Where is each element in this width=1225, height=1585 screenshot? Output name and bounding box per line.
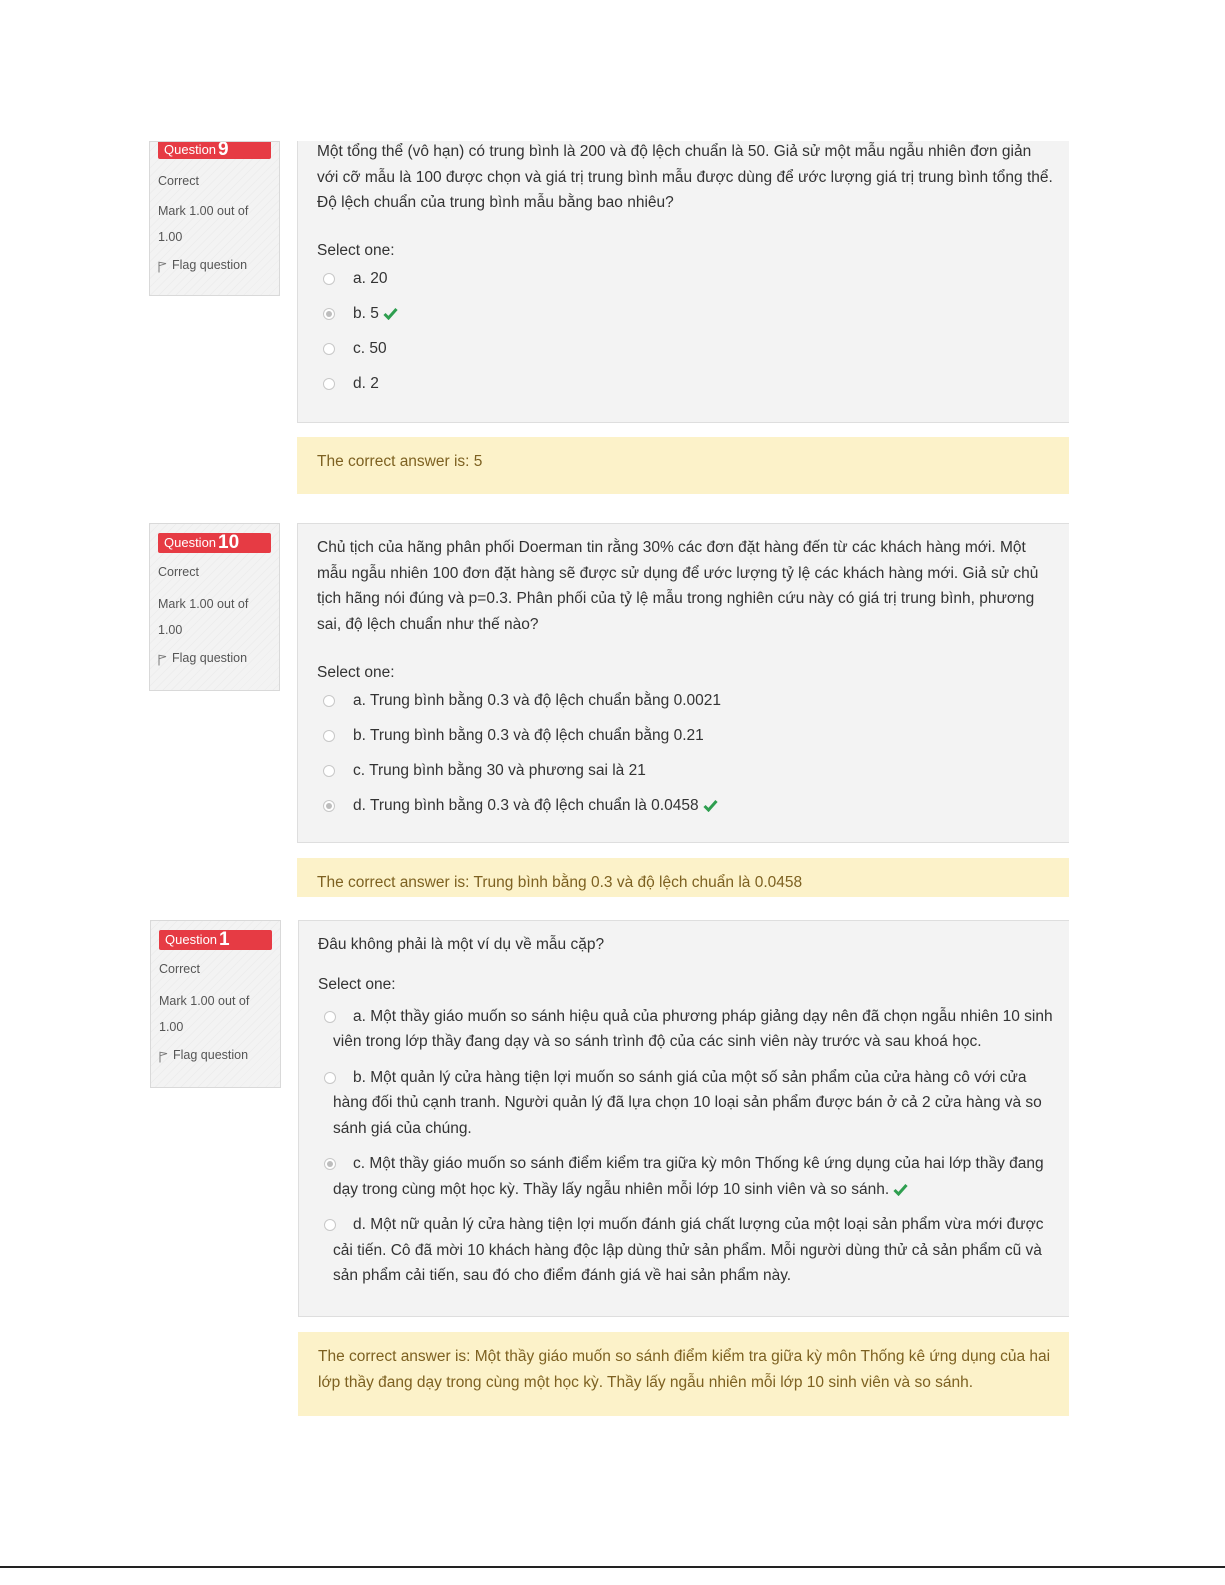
radio-button[interactable] bbox=[323, 343, 335, 355]
flag-question-label: Flag question bbox=[172, 651, 248, 665]
answer-label: c. 50 bbox=[353, 339, 387, 357]
question-text: Chủ tịch của hãng phân phối Doerman tin rằng 30% các đơn đặt hàng đến từ các khách hàng mới. Một mẫu ngẫu nhiên 100 đơn đặt hàng sẽ được sử dụng để ước lượng tỷ lệ các khách hàng mới. Giả sử chủ tịch hãng nói đúng và p=0.3. Phân phối của tỷ lệ mẫu trong nghiên cứu này có giá trị trung bình, phương sai, độ lệch chuẩn như thế nào? bbox=[317, 539, 1039, 633]
answer-label: b. Một quản lý cửa hàng tiện lợi muốn so sánh giá của một số sản phẩm của cửa hàng cô với cửa hàng đối thủ cạnh tranh. Người quản lý đã lựa chọn 10 loại sản phẩm được bán ở cả 2 cửa hàng và so sánh giá của chúng. bbox=[333, 1068, 1042, 1137]
radio-button-selected[interactable] bbox=[323, 308, 335, 320]
flag-icon bbox=[158, 654, 167, 666]
radio-button-selected[interactable] bbox=[324, 1158, 336, 1170]
question-grade: Mark 1.00 out of 1.00 bbox=[159, 994, 250, 1034]
flag-question-link[interactable] bbox=[158, 257, 271, 273]
answer-label: a. 20 bbox=[353, 269, 388, 287]
flag-icon bbox=[159, 1051, 168, 1063]
correct-answer-feedback-1 bbox=[298, 1332, 1069, 1416]
radio-button[interactable] bbox=[324, 1011, 336, 1023]
question-content-9 bbox=[297, 141, 1069, 423]
question-label: Question bbox=[165, 932, 218, 947]
answer-option-c[interactable] bbox=[317, 758, 1055, 793]
answer-option-c[interactable] bbox=[317, 336, 1055, 371]
feedback-text: The correct answer is: Trung bình bằng 0.3 và độ lệch chuẩn là 0.0458 bbox=[317, 874, 803, 891]
feedback-text: The correct answer is: 5 bbox=[317, 453, 483, 470]
answer-list bbox=[318, 1004, 1055, 1289]
answer-label-with-check bbox=[333, 1151, 1055, 1202]
flag-question-link[interactable] bbox=[158, 650, 271, 666]
feedback-text: The correct answer is: Một thầy giáo muốn so sánh điểm kiểm tra giữa kỳ môn Thống kê ứng dụng của hai lớp thầy đang dạy trong cùng một học kỳ. Thầy lấy ngẫu nhiên mỗi lớp 10 sinh viên và so sánh. bbox=[318, 1348, 1051, 1391]
select-one-prompt: Select one: bbox=[317, 664, 395, 681]
radio-button[interactable] bbox=[323, 765, 335, 777]
question-content-1 bbox=[298, 920, 1069, 1317]
radio-button[interactable] bbox=[324, 1219, 336, 1231]
correct-answer-feedback-10 bbox=[297, 858, 1069, 897]
answer-list bbox=[317, 688, 1055, 828]
question-number-badge bbox=[158, 142, 271, 159]
radio-button[interactable] bbox=[323, 273, 335, 285]
flag-question-label: Flag question bbox=[172, 258, 248, 272]
question-text: Một tổng thể (vô hạn) có trung bình là 200 và độ lệch chuẩn là 50. Giả sử một mẫu ngẫu nhiên đơn giản với cỡ mẫu là 100 được chọn và giá trị trung bình mẫu được dùng để ước lượng giá trị trung bình tổng thể. Độ lệch chuẩn của trung bình mẫu bằng bao nhiêu? bbox=[317, 143, 1053, 211]
answer-option-d[interactable] bbox=[318, 1212, 1055, 1289]
answer-option-a[interactable] bbox=[317, 266, 1055, 301]
question-text: Đâu không phải là một ví dụ về mẫu cặp? bbox=[318, 936, 605, 953]
answer-option-d[interactable] bbox=[317, 371, 1055, 406]
flag-question-link[interactable] bbox=[159, 1047, 272, 1063]
question-info-1 bbox=[150, 920, 281, 1088]
answer-label: d. Trung bình bằng 0.3 và độ lệch chuẩn là 0.0458 bbox=[353, 797, 699, 814]
question-number: 10 bbox=[218, 533, 240, 553]
question-grade: Mark 1.00 out of 1.00 bbox=[158, 597, 249, 637]
question-label: Question bbox=[164, 535, 217, 550]
question-grade: Mark 1.00 out of 1.00 bbox=[158, 204, 249, 244]
flag-icon bbox=[158, 261, 167, 273]
correct-check-icon bbox=[893, 1183, 908, 1196]
answer-option-b[interactable] bbox=[317, 301, 1055, 336]
question-label: Question bbox=[164, 142, 217, 157]
radio-button-selected[interactable] bbox=[323, 800, 335, 812]
answer-option-b[interactable] bbox=[317, 723, 1055, 758]
question-state: Correct bbox=[159, 962, 200, 976]
radio-button[interactable] bbox=[323, 378, 335, 390]
answer-label: d. 2 bbox=[353, 374, 379, 392]
question-info-10 bbox=[149, 523, 280, 691]
question-number-badge bbox=[158, 533, 271, 553]
flag-question-label: Flag question bbox=[173, 1048, 249, 1062]
correct-answer-feedback-9 bbox=[297, 437, 1069, 494]
correct-check-icon bbox=[703, 799, 718, 812]
radio-button[interactable] bbox=[323, 695, 335, 707]
radio-button[interactable] bbox=[323, 730, 335, 742]
answer-option-b[interactable] bbox=[318, 1065, 1055, 1142]
page-bottom-divider bbox=[0, 1566, 1225, 1568]
question-number: 1 bbox=[219, 930, 230, 950]
radio-button[interactable] bbox=[324, 1072, 336, 1084]
answer-option-c[interactable] bbox=[318, 1151, 1055, 1202]
answer-label: b. 5 bbox=[353, 304, 379, 322]
answer-label: c. Một thầy giáo muốn so sánh điểm kiểm tra giữa kỳ môn Thống kê ứng dụng của hai lớp thầy đang dạy trong cùng một học kỳ. Thầy lấy ngẫu nhiên mỗi lớp 10 sinh viên và so sánh. bbox=[333, 1155, 1044, 1198]
answer-label: b. Trung bình bằng 0.3 và độ lệch chuẩn bằng 0.21 bbox=[353, 727, 704, 744]
question-content-10 bbox=[297, 523, 1069, 843]
answer-option-a[interactable] bbox=[317, 688, 1055, 723]
question-state: Correct bbox=[158, 565, 199, 579]
answer-label: c. Trung bình bằng 30 và phương sai là 21 bbox=[353, 762, 646, 779]
answer-label: a. Trung bình bằng 0.3 và độ lệch chuẩn bằng 0.0021 bbox=[353, 692, 721, 709]
answer-list bbox=[317, 266, 1055, 406]
answer-label: a. Một thầy giáo muốn so sánh hiệu quả của phương pháp giảng dạy nên đã chọn ngẫu nhiên 10 sinh viên trong lớp thầy đang dạy và so sánh trình độ của các sinh viên này trước và sau khoá học. bbox=[333, 1007, 1053, 1050]
answer-label: d. Một nữ quản lý cửa hàng tiện lợi muốn đánh giá chất lượng của một loại sản phẩm vừa mới được cải tiến. Cô đã mời 10 khách hàng độc lập dùng thử sản phẩm. Mỗi người dùng thử cả sản phẩm cũ và sản phẩm cải tiến, sau đó cho điểm đánh giá về hai sản phẩm này. bbox=[333, 1216, 1044, 1284]
select-one-prompt: Select one: bbox=[318, 975, 396, 993]
correct-check-icon bbox=[383, 307, 398, 320]
answer-option-d[interactable] bbox=[317, 793, 1055, 828]
question-info-9 bbox=[149, 141, 280, 296]
answer-option-a[interactable] bbox=[318, 1004, 1055, 1055]
question-state: Correct bbox=[158, 174, 199, 188]
question-number-badge bbox=[159, 930, 272, 950]
question-number: 9 bbox=[218, 142, 229, 159]
select-one-prompt: Select one: bbox=[317, 241, 395, 259]
